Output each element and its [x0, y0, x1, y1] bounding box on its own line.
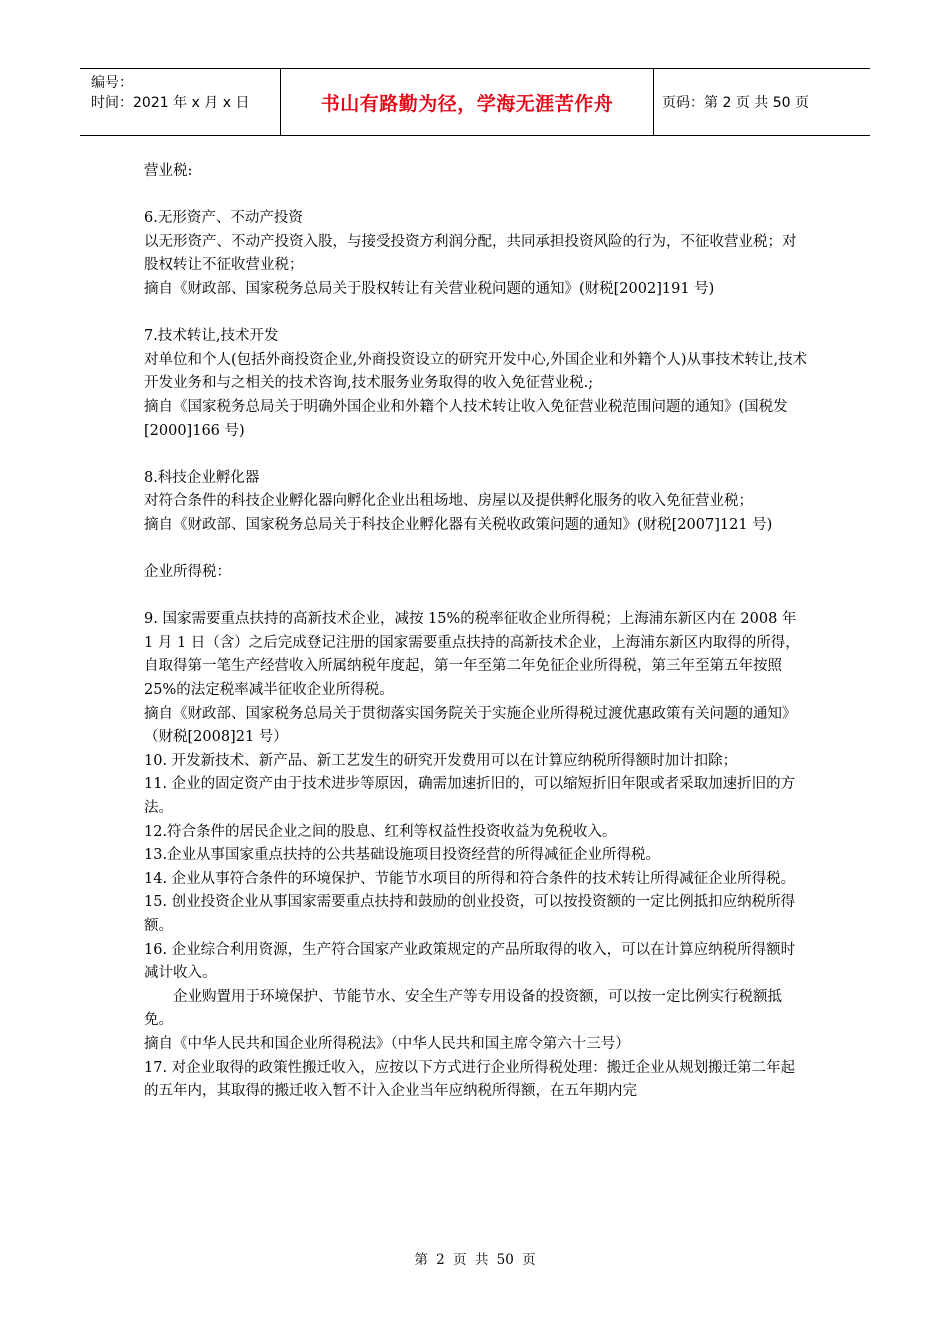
citation: 摘自《财政部、国家税务总局关于贯彻落实国务院关于实施企业所得税过渡优惠政策有关问题的通知》（财税[2008]21 号）	[144, 705, 797, 746]
item-heading: 7.技术转让,技术开发	[144, 328, 279, 345]
section-heading-income-tax: 企业所得税：	[144, 564, 231, 581]
section-heading-business-tax: 营业税:	[144, 163, 193, 179]
paragraph: 17. 对企业取得的政策性搬迁收入，应按以下方式进行企业所得税处理：搬迁企业从规划搬迁第二年起的五年内，其取得的搬迁收入暂不计入企业当年应纳税所得额，在五年期内完	[144, 1059, 796, 1100]
page-footer: 第 2 页 共 50 页	[414, 1252, 536, 1268]
paragraph: 14. 企业从事符合条件的环境保护、节能节水项目的所得和符合条件的技术转让所得减征企业所得税。	[144, 870, 796, 887]
citation: 摘自《财政部、国家税务总局关于股权转让有关营业税问题的通知》(财税[2002]191 号)	[144, 280, 715, 297]
paragraph: 12.符合条件的居民企业之间的股息、红利等权益性投资收益为免税收入。	[144, 823, 617, 840]
document-body	[144, 160, 808, 1104]
citation: 摘自《国家税务总局关于明确外国企业和外籍个人技术转让收入免征营业税范围问题的通知》(国税发[2000]166 号)	[144, 398, 788, 439]
paragraph: 对单位和个人(包括外商投资企业,外商投资设立的研究开发中心,外国企业和外籍个人)从事技术转让,技术开发业务和与之相关的技术咨询,技术服务业务取得的收入免征营业税.;	[144, 351, 808, 392]
citation: 摘自《中华人民共和国企业所得税法》（中华人民共和国主席令第六十三号）	[144, 1035, 630, 1052]
item-heading: 6.无形资产、不动产投资	[144, 210, 303, 227]
document-time: 时间：2021 年 x 月 x 日	[91, 95, 250, 111]
paragraph: 16. 企业综合利用资源，生产符合国家产业政策规定的产品所取得的收入，可以在计算应纳税所得额时减计收入。	[144, 941, 796, 982]
header-meta	[80, 69, 281, 135]
paragraph: 13.企业从事国家重点扶持的公共基础设施项目投资经营的所得减征企业所得税。	[144, 847, 661, 864]
paragraph: 10. 开发新技术、新产品、新工艺发生的研究开发费用可以在计算应纳税所得额时加计扣除；	[144, 752, 738, 769]
document-number: 编号：	[91, 75, 133, 91]
paragraph: 9. 国家需要重点扶持的高新技术企业，减按 15%的税率征收企业所得税；上海浦东新区内在 2008 年 1 月 1 日（含）之后完成登记注册的国家需要重点扶持的高新技术企业，上海浦东新区内取得的所得，自取得第一笔生产经营收入所属纳税年度起，第一年至第二年免征企业所得税，第三年至第五年按照 25%的法定税率减半征收企业所得税。	[144, 611, 800, 699]
header-motto: 书山有路勤为径，学海无涯苦作舟	[281, 69, 654, 135]
paragraph: 11. 企业的固定资产由于技术进步等原因，确需加速折旧的，可以缩短折旧年限或者采取加速折旧的方法。	[144, 776, 796, 817]
paragraph: 以无形资产、不动产投资入股，与接受投资方利润分配，共同承担投资风险的行为，不征收营业税；对股权转让不征收营业税；	[144, 233, 797, 274]
item-heading: 8.科技企业孵化器	[144, 469, 260, 486]
paragraph: 企业购置用于环境保护、节能节水、安全生产等专用设备的投资额，可以按一定比例实行税额抵免。	[144, 988, 782, 1029]
paragraph: 15. 创业投资企业从事国家需要重点扶持和鼓励的创业投资，可以按投资额的一定比例抵扣应纳税所得额。	[144, 894, 796, 934]
citation: 摘自《财政部、国家税务总局关于科技企业孵化器有关税收政策问题的通知》(财税[2007]121 号)	[144, 516, 773, 533]
paragraph: 对符合条件的科技企业孵化器向孵化企业出租场地、房屋以及提供孵化服务的收入免征营业税；	[144, 493, 753, 510]
header-page-info: 页码：第 2 页 共 50 页	[662, 95, 809, 111]
page-header	[80, 68, 870, 136]
